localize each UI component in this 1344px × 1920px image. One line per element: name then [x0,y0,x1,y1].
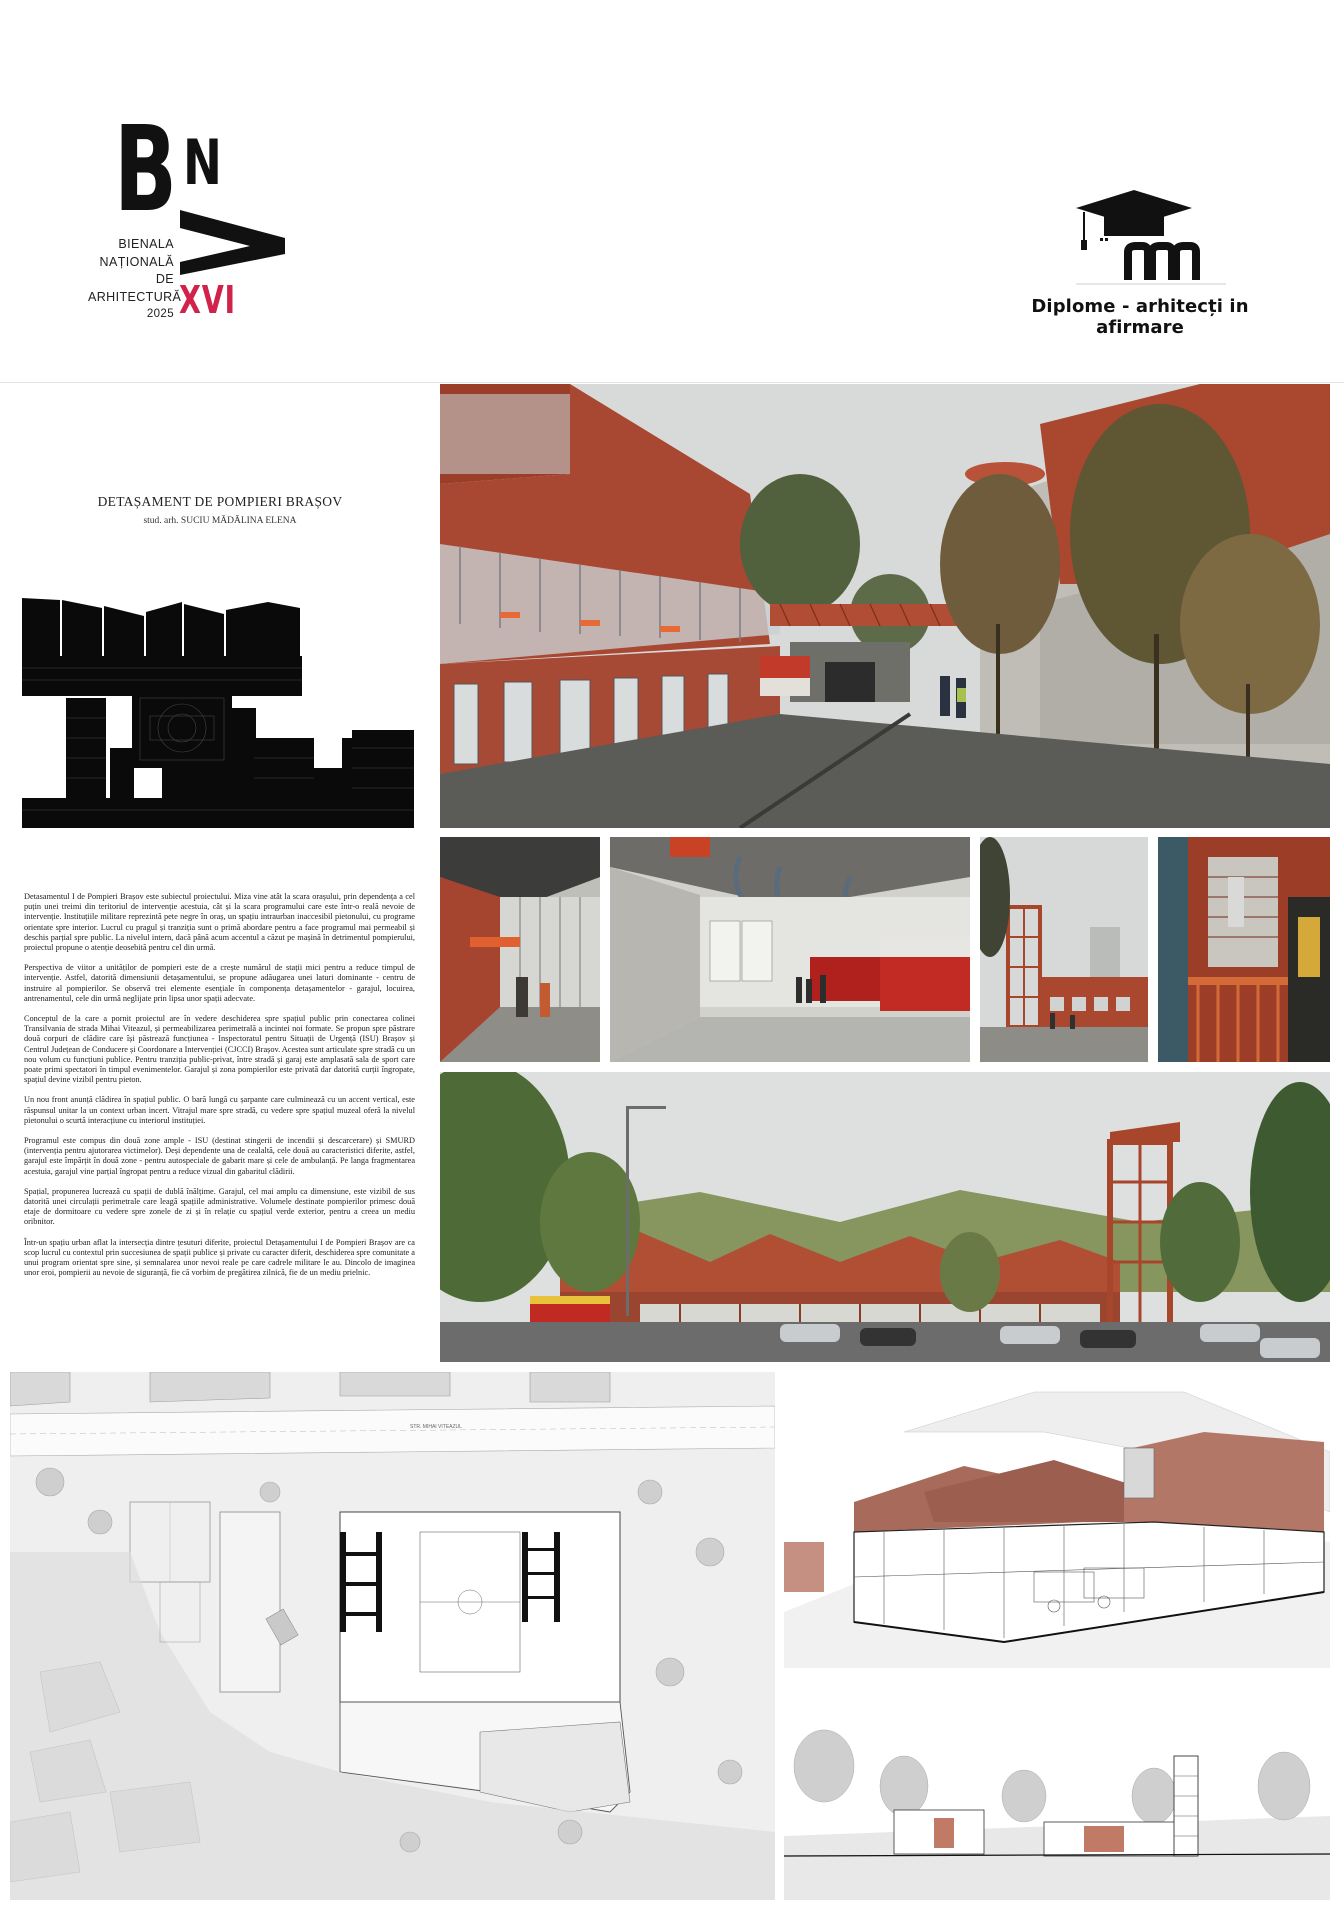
bna-logo-letter-n: N [183,126,222,199]
street-view-render [440,1072,1330,1362]
bna-logo-letter-a [180,200,285,275]
project-description [24,892,415,1289]
interior-lobby-render [440,837,600,1062]
description-paragraph: Conceptul de la care a pornit proiectul are în vedere deschiderea spre spațiul public prin conectarea colinei Transilvania de strada Mihai Viteazul, și permeabilizarea perimetrală a incintei noi formate. Se propun spre păstrare două corpuri de clădire care își păstrează funcțiunea - Inspectoratul pentru Situații de Urgență (ISU) Brașov și Centrul Județean de Conducere și Coordonare a Intervenției (CJCCI) Brașov. Acestea sunt articulate spre stradă cu un nou volum cu funcțiuni publice. Pentru tranziția public-privat, între stradă și garaj este amplasată sala de sport care poate primi spectatori în timpul evenimentelor. Garajul și zona pompierilor este privată dar datorită curții îngropate, spațiul devine vizibil pentru pieton. [24,1014,415,1085]
site-section-elevation [784,1726,1330,1900]
description-paragraph: Un nou front anunță clădirea în spațiul public. O bară lungă cu șarpante care culminează cu un accent vertical, este răspunsul unitar la un context urban incert. Vitrajul mare spre stradă, cu vedere spre spațiul muzeal oferă la nivelul pietonului o scurtă interacțiune cu interiorul instituției. [24,1095,415,1125]
description-paragraph: Într-un spațiu urban aflat la intersecția dintre țesuturi diferite, proiectul Detașamentului I de Pompieri Brașov are ca scop lucrul cu contextul prin succesiunea de spații publice și private cu caracter diferit, deschiderea spre comunitate a unui program orientat spre sine, și semnalarea unor nevoi reale pe care cadrele militare le au. Dincolo de imaginea unor eroi, pompierii au nevoie de siguranță, fie că vorbim de pregătirea zilnică, fie de un mediu prielnic. [24,1237,415,1278]
site-plan [10,1372,775,1900]
bna-logo [88,100,308,350]
courtyard-render [440,384,1330,828]
description-paragraph: Spațial, propunerea lucrează cu spații de dublă înălțime. Garajul, cel mai amplu ca dimensiune, este vizibil de sus datorită unei circulații perimetrale care leagă spațiile administrative. Volumele destinate pompierilor primesc două etaje de dormitoare cu vedere spre zonele de zi și în relație cu spațiul verde exterior, pentru a creea un mediu oribnitor. [24,1186,415,1227]
building-silhouette-elevation [22,598,414,828]
project-author: stud. arh. SUCIU MĂDĂLINA ELENA [143,516,297,526]
axonometric-section [784,1372,1330,1668]
description-paragraph: Perspectiva de viitor a unităților de pompieri este de a crește numărul de stații mici pentru a reduce timpul de intervenție. Astfel, datorită dimensiunii detașamentului, se propune adăugarea unei laturi dominante - centru de instruire al pompierilor. Se observă trei elemente esențiale în componența detașamentelor - garajul, locuirea, antrenamentul, cele din urmă neglijate prin lipsa unor spații adecvate. [24,963,415,1003]
diplome-logo-text: Diplome - arhitecți in afirmare [1031,296,1249,338]
diplome-logo [1000,190,1280,340]
bna-logo-subtitle: BIENALA NAȚIONALĂ DE ARHITECTURĂ 2025 [88,236,174,324]
climbing-stair-render [1158,837,1330,1062]
bna-logo-letter-b: B [114,100,176,238]
garage-interior-render [610,837,970,1062]
street-label: STR. MIHAI VITEAZUL [410,1424,462,1430]
description-paragraph: Programul este compus din două zone ample - ISU (destinat stingerii de incendii și descarcerare) și SMURD (intervenția pentru ajutorarea victimelor). Deși dependente una de cealaltă, cele două au caracteristici diferite, astfel, garajul este împărțit în două zone - pentru autospeciale de gabarit mare și cele de ambulanță. Pe langa fragmentarea acestuia, garajul vine parțial îngropat pentru a reduce vizual din gabaritul clădirii. [24,1136,415,1176]
bna-logo-year: 2025 [146,308,174,320]
graduation-cap-icon [1056,190,1226,290]
training-tower-render [980,837,1148,1062]
header-divider [0,382,1344,383]
description-paragraph: Detasamentul I de Pompieri Brașov este subiectul proiectului. Miza vine atât la scara orașului, prin dependența a cel puțin unei treimi din teritoriul de intervenție acestuia, cât și la scara programului care este într-o reală nevoie de intervenție. Instituțiile militare reprezintă pete negre în oraș, un spațiu intraurban inaccesibil pietonului, cu programe orientate spre interior. Lucrul cu pragul și tranziția sunt o primă abordare pentru a face programul mai permeabil și deschis parțial spre public. La nivelul intern, dacă până acum accentul a căzut pe mașină în detrimentul pompierului, proiectul propune o atenție deosebită pentru cel din urmă. [24,892,415,953]
bna-logo-edition: XVI [179,278,236,322]
project-title: DETAȘAMENT DE POMPIERI BRAȘOV [97,494,343,509]
